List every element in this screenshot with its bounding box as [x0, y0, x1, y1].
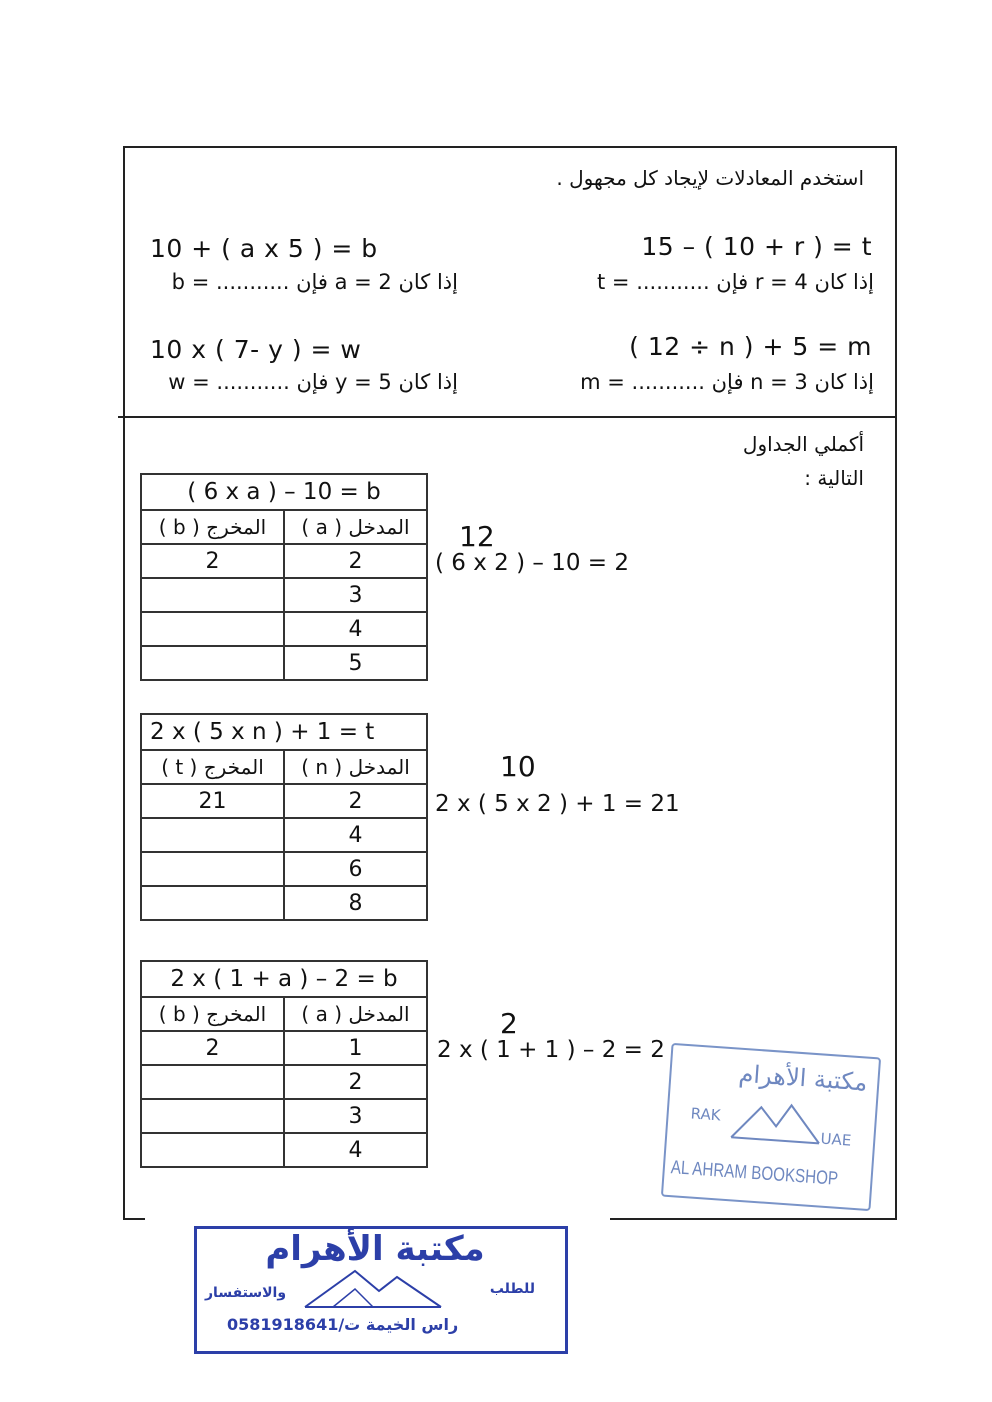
logo-name: مكتبة الأهرام: [265, 1229, 485, 1269]
work-number-1: 12: [459, 520, 495, 553]
io-table-1: [140, 473, 428, 681]
input-cell: 8: [284, 886, 427, 920]
io-table-3: [140, 960, 428, 1168]
logo-contact: راس الخيمة ت/0581918641: [227, 1315, 459, 1334]
output-header: المخرج ( t ): [141, 750, 284, 784]
stamp-rak: RAK: [690, 1104, 722, 1125]
logo-caption-left: والاستفسار: [205, 1285, 287, 1301]
output-cell[interactable]: [141, 886, 284, 920]
input-header: المدخل ( n ): [284, 750, 427, 784]
input-cell: 3: [284, 1099, 427, 1133]
table-rule: 2 x ( 1 + a ) – 2 = b: [141, 961, 427, 997]
frame-bottom-edge-right: [610, 1218, 897, 1220]
logo-caption-right: للطلب: [489, 1281, 535, 1297]
output-cell[interactable]: [141, 578, 284, 612]
output-cell[interactable]: [141, 1065, 284, 1099]
input-cell: 4: [284, 1133, 427, 1167]
section-2-instruction: أكملي الجداول: [742, 432, 864, 456]
output-cell[interactable]: [141, 1133, 284, 1167]
input-cell: 4: [284, 612, 427, 646]
work-number-3: 2: [500, 1007, 518, 1040]
input-cell: 2: [284, 544, 427, 578]
output-header: المخرج ( b ): [141, 997, 284, 1031]
input-cell: 3: [284, 578, 427, 612]
input-cell: 2: [284, 1065, 427, 1099]
work-equation-3: 2 x ( 1 + 1 ) – 2 = 2: [437, 1037, 665, 1063]
input-cell: 2: [284, 784, 427, 818]
equation-w: 10 x ( 7- y ) = w: [150, 335, 362, 364]
stamp-uae: UAE: [819, 1129, 852, 1150]
output-cell[interactable]: 21: [141, 784, 284, 818]
output-cell[interactable]: 2: [141, 544, 284, 578]
input-header: المدخل ( a ): [284, 997, 427, 1031]
input-cell: 4: [284, 818, 427, 852]
bookshop-stamp: [661, 1043, 881, 1211]
equation-m: ( 12 ÷ n ) + 5 = m: [629, 332, 872, 361]
output-cell[interactable]: [141, 646, 284, 680]
output-cell[interactable]: [141, 1099, 284, 1133]
output-cell[interactable]: 2: [141, 1031, 284, 1065]
pyramids-icon: [729, 1095, 824, 1145]
equation-t: 15 – ( 10 + r ) = t: [641, 232, 872, 261]
table-rule: 2 x ( 5 x n ) + 1 = t: [141, 714, 427, 750]
pyramids-icon: [303, 1265, 443, 1309]
condition-m: إذا كان n = 3 فإن ........... = m: [580, 370, 874, 394]
condition-t: إذا كان r = 4 فإن ........... = t: [597, 270, 874, 294]
section-1-instruction: استخدم المعادلات لإيجاد كل مجهول .: [556, 166, 864, 190]
output-cell[interactable]: [141, 852, 284, 886]
output-cell[interactable]: [141, 818, 284, 852]
input-header: المدخل ( a ): [284, 510, 427, 544]
work-equation-2: 2 x ( 5 x 2 ) + 1 = 21: [435, 791, 680, 817]
bookshop-logo-box: [194, 1226, 568, 1354]
stamp-english-name: AL AHRAM BOOKSHOP: [670, 1157, 839, 1190]
input-cell: 1: [284, 1031, 427, 1065]
output-cell[interactable]: [141, 612, 284, 646]
input-cell: 6: [284, 852, 427, 886]
input-cell: 5: [284, 646, 427, 680]
equation-b: 10 + ( a x 5 ) = b: [150, 234, 378, 263]
condition-b: إذا كان a = 2 فإن ........... = b: [171, 270, 458, 294]
output-header: المخرج ( b ): [141, 510, 284, 544]
frame-bottom-edge-left: [123, 1218, 145, 1220]
work-equation-1: ( 6 x 2 ) – 10 = 2: [435, 550, 629, 576]
work-number-2: 10: [500, 750, 536, 783]
section-2-instruction-cont: التالية :: [804, 466, 864, 490]
io-table-2: [140, 713, 428, 921]
stamp-arabic-name: مكتبة الأهرام: [737, 1059, 869, 1097]
table-rule: ( 6 x a ) – 10 = b: [141, 474, 427, 510]
condition-w: إذا كان y = 5 فإن ........... = w: [168, 370, 458, 394]
